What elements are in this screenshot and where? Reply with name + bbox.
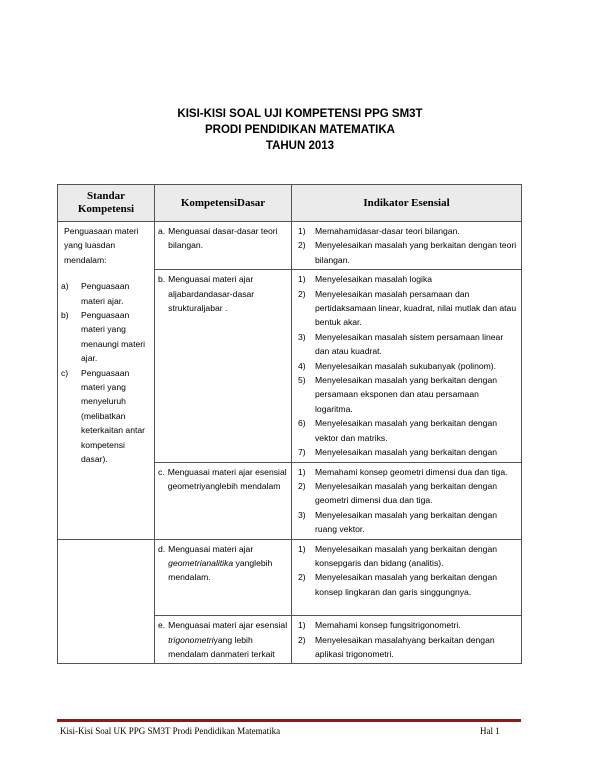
kd-cell: c. Menguasai materi ajar esensial geometriyanglebih mendalam: [155, 462, 292, 539]
list-item: 2) Menyelesaikan masalahyang berkaitan dengan aplikasi trigonometri.: [298, 634, 495, 659]
table-header-row: [58, 185, 522, 222]
table-row: [58, 222, 522, 270]
kd-cell: d. Menguasai materi ajar geometrianalitika yanglebih mendalam.: [155, 539, 292, 616]
indikator-cell: [292, 270, 522, 462]
list-item: 2) Menyelesaikan masalah yang berkaitan dengan konsep lingkaran dan garis singgungnya.: [298, 572, 498, 597]
header-standar: Standar Kompetensi: [58, 185, 155, 222]
indikator-cell: [292, 616, 522, 664]
page-number: Hal 1: [480, 726, 500, 736]
list-item: 4) Menyelesaikan masalah sukubanyak (polinom).: [298, 360, 497, 371]
kisi-kisi-table: [57, 184, 522, 664]
list-item: 2) Menyelesaikan masalah persamaan dan pertidaksamaan linear, kuadrat, nilai mutlak dan atau bentuk akar.: [298, 288, 517, 328]
list-item: 1) Memahami konsep geometri dimensi dua dan tiga.: [298, 466, 508, 477]
list-item: 7) Menyelesaikan masalah yang berkaitan dengan: [298, 447, 498, 458]
list-item: 1) Menyelesaikan masalah yang berkaitan dengan konsepgaris dan bidang (analitis).: [298, 543, 498, 568]
doc-title-line3: TAHUN 2013: [265, 140, 335, 152]
standar-cell-empty: [58, 539, 155, 664]
kd-cell: a. Menguasai dasar-dasar teori bilangan.: [155, 222, 292, 270]
table-row: [58, 539, 522, 616]
indikator-cell: [292, 462, 522, 539]
header-indikator: Indikator Esensial: [292, 185, 522, 222]
header-kompetensi-dasar: KompetensiDasar: [155, 185, 292, 222]
list-item: 3) Menyelesaikan masalah sistem persamaan linear dan atau kuadrat.: [298, 331, 504, 357]
list-item: b) Penguasaan materi yang menaungi materi ajar.: [61, 310, 146, 364]
list-item: 3) Menyelesaikan masalah yang berkaitan dengan ruang vektor.: [298, 509, 498, 535]
footer-text: Kisi-Kisi Soal UK PPG SM3T Prodi Pendidikan Matematika: [60, 726, 281, 736]
list-item: 5) Menyelesaikan masalah yang berkaitan dengan persamaan eksponen dan atau persamaan logaritma.: [298, 375, 498, 414]
indikator-cell: [292, 539, 522, 616]
kd-cell: e. Menguasai materi ajar esensial trigonometriyang lebih mendalam danmateri terkait: [155, 616, 292, 664]
list-item: 6) Menyelesaikan masalah yang berkaitan dengan vektor dan matriks.: [298, 418, 498, 443]
doc-title-line2: PRODI PENDIDIKAN MATEMATIKA: [205, 124, 395, 136]
list-item: 2) Menyelesaikan masalah yang berkaitan dengan teori bilangan.: [298, 240, 517, 265]
list-item: c) Penguasaan materi yang menyeluruh (melibatkan keterkaitan antar kompetensi dasar).: [61, 367, 146, 465]
footer-divider: [57, 719, 521, 722]
list-item: 1) Menyelesaikan masalah logika: [298, 274, 433, 285]
kd-cell: b. Menguasai materi ajar aljabardandasar-dasar strukturaljabar .: [155, 270, 292, 462]
standar-cell: [58, 222, 155, 540]
list-item: a) Penguasaan materi ajar.: [61, 281, 130, 306]
standar-intro: Penguasaan materi yang luasdan mendalam:: [64, 226, 139, 265]
indikator-cell: [292, 222, 522, 270]
doc-title-line1: KISI-KISI SOAL UJI KOMPETENSI PPG SM3T: [177, 108, 423, 120]
list-item: 1) Memahami konsep fungsitrigonometri.: [298, 620, 461, 631]
list-item: 1) Memahamidasar-dasar teori bilangan.: [298, 226, 460, 236]
list-item: 2) Menyelesaikan masalah yang berkaitan dengan geometri dimensi dua dan tiga.: [298, 480, 498, 506]
